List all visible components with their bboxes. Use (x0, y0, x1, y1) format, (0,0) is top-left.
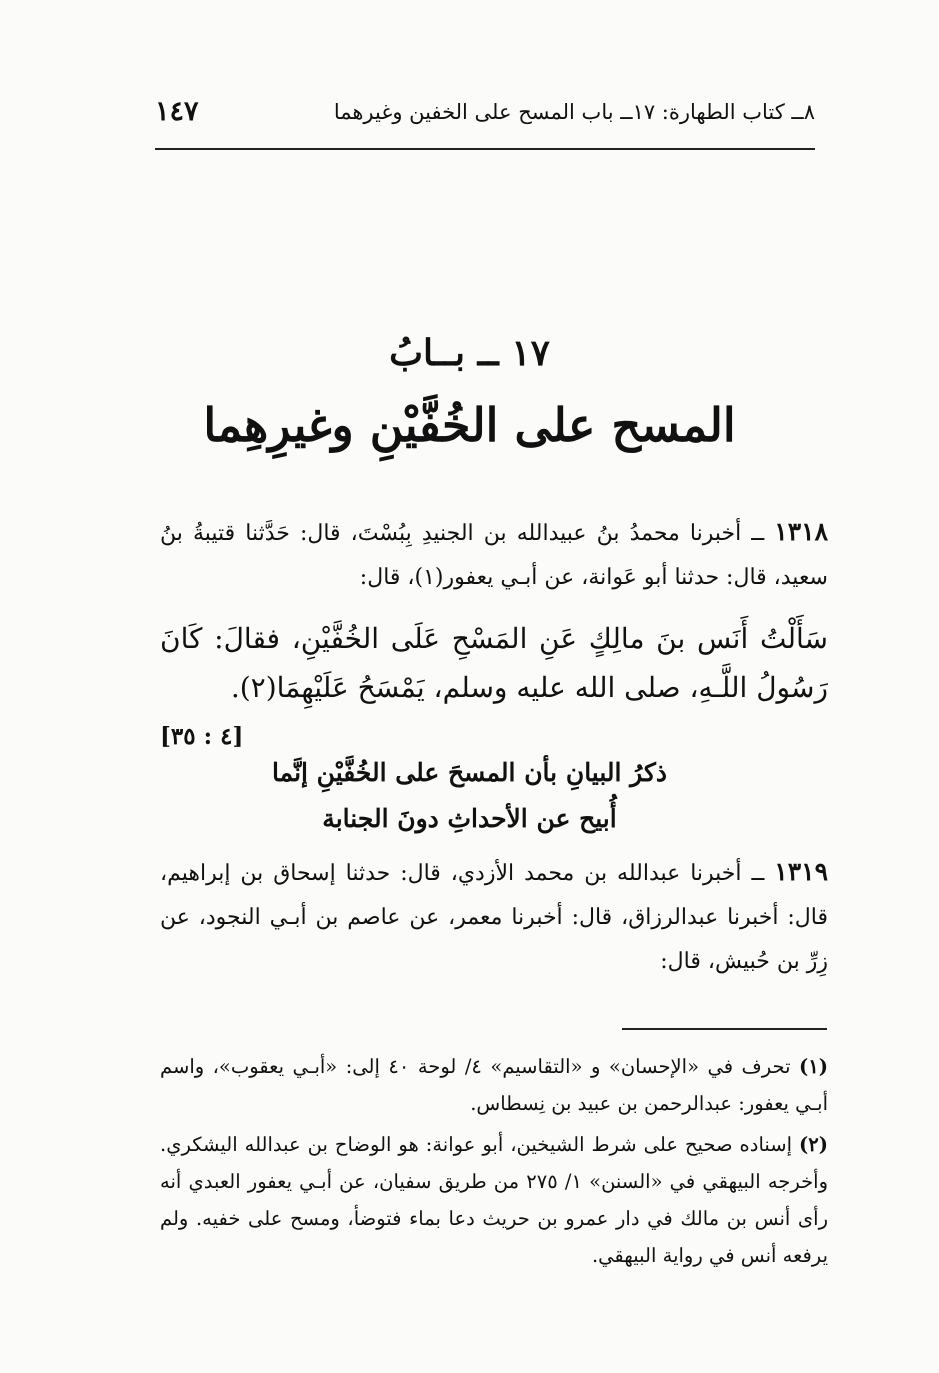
hadith-reference: [٤ : ٣٥] (160, 723, 244, 750)
chapter-number: ١٧ ــ بــابُ (389, 332, 550, 374)
isnad-text: ــ أخبرنا محمدُ بنُ عبيدالله بن الجنيدِ بِبُسْتَ، قال: حَدَّثنا قتيبةُ بنُ سعيد، قال: حدثنا أبو عَوانة، عن أبـي يعفور(١)، قال: (160, 521, 828, 590)
hadith-number: ١٣١٨ (774, 517, 828, 546)
hadith-1318-isnad (160, 510, 828, 600)
isnad-text: ــ أخبرنا عبدالله بن محمد الأزدي، قال: حدثنا إسحاق بن إبراهيم، قال: أخبرنا عبدالرزاق، قال: أخبرنا معمر، عن عاصم بن أبـي النجود، عن زِرِّ بن حُبيش، قال: (160, 861, 828, 974)
section-subheading-line-2: أُبيح عن الأحداثِ دونَ الجنابة (322, 804, 617, 833)
hadith-1318-matn (160, 614, 828, 750)
hadith-1319 (160, 850, 828, 984)
footnote-mark: (٢) (799, 1133, 828, 1156)
footnote-text: تحرف في «الإحسان» و «التقاسيم» ٤/ لوحة ٤٠ إلى: «أبـي يعقوب»، واسم أبـي يعفور: عبدالرحمن بن عبيد بن نِسطاس. (160, 1055, 828, 1115)
footnote-divider (622, 1028, 827, 1030)
hadith-number: ١٣١٩ (774, 857, 828, 886)
footnotes (160, 1048, 828, 1274)
footnote-1 (160, 1048, 828, 1122)
header-divider (155, 148, 815, 150)
footnote-mark: (١) (799, 1055, 828, 1078)
hadith-1318 (160, 510, 828, 761)
running-header-title: ٨ــ كتاب الطهارة: ١٧ــ باب المسح على الخفين وغيرهما (333, 100, 815, 124)
section-subheading-line-1: ذكرُ البيانِ بأن المسحَ على الخُفَّيْنِ إنَّما (272, 758, 667, 787)
chapter-title: المسح على الخُفَّيْنِ وغيرِهِما (203, 398, 736, 452)
hadith-1319-text (160, 850, 828, 984)
footnote-text: إسناده صحيح على شرط الشيخين، أبو عوانة: هو الوضاح بن عبدالله اليشكري. وأخرجه البيهقي في «السنن» ١/ ٢٧٥ من طريق سفيان، عن أبـي يعفور العبدي أنه رأى أنس بن مالك في دار عمرو بن حريث دعا بماء فتوضأ، ومسح على خفيه. ولم يرفعه أنس في رواية البيهقي. (160, 1133, 829, 1267)
footnote-2 (160, 1126, 828, 1274)
page-number: ١٤٧ (155, 96, 199, 127)
matn-text: سَأَلْتُ أَنَس بنَ مالِكٍ عَنِ المَسْحِ عَلَى الخُفَّيْنِ، فقالَ: كَانَ رَسُولُ اللَّـهِ، صلى الله عليه وسلم، يَمْسَحُ عَلَيْهِمَا(٢). (160, 622, 828, 704)
running-header (155, 96, 815, 136)
